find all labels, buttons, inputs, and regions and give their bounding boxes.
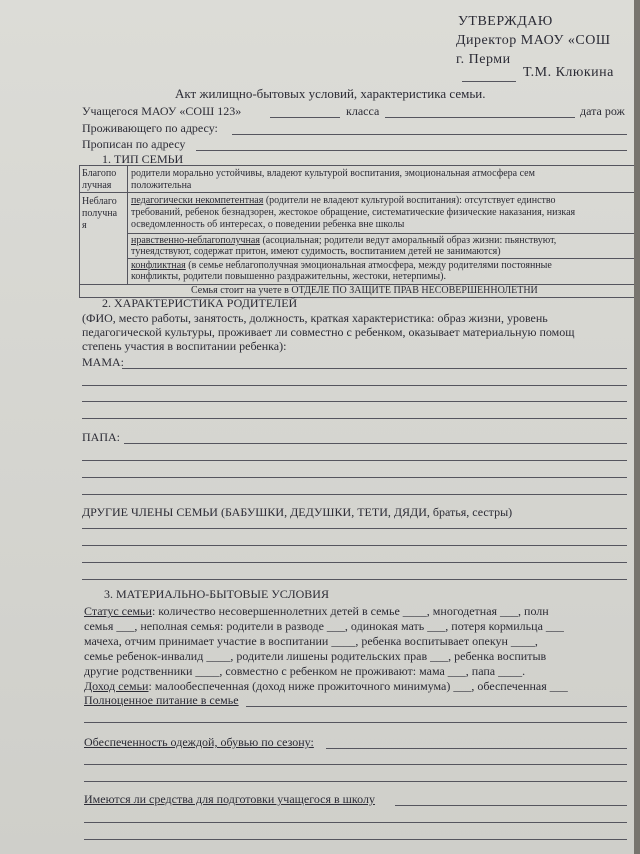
moral-type-line-1	[131, 235, 556, 246]
food-line-2	[84, 722, 627, 723]
unfavorable-label-3: я	[82, 220, 87, 231]
unfavorable-label-2: получна	[82, 208, 118, 219]
approval-line-3: г. Перми	[456, 52, 511, 67]
approval-line-2: Директор МАОУ «СОШ	[456, 33, 611, 48]
favorable-text-1: родители морально устойчивы, владеют культурой воспитания, эмоциональная атмосфера сем	[131, 168, 535, 179]
student-field-label: Учащегося МАОУ «СОШ 123»	[82, 104, 242, 118]
residing-label: Проживающего по адресу:	[82, 121, 218, 135]
parents-desc-2: педагогической культуры, проживает ли совместно с ребенком, оказывает материальную помощ	[82, 325, 575, 339]
signature-line	[462, 81, 516, 82]
status-line-2: семья ___, неполная семья: родители в разводе ___, одинокая мать ___, потеря кормильца ___	[84, 619, 564, 633]
income-line	[84, 679, 568, 694]
mom-line-3	[82, 401, 627, 402]
school-line-1	[395, 805, 627, 806]
school-means-label: Имеются ли средства для подготовки учащегося в школу	[84, 792, 375, 806]
table-sub-divider-1	[127, 233, 634, 234]
pedagogical-type-desc: (родители не владеют культурой воспитания): отсутствует единство	[263, 195, 556, 206]
conflict-type-line-1	[131, 260, 552, 271]
mom-label: МАМА:	[82, 355, 125, 369]
section2-heading: 2. ХАРАКТЕРИСТИКА РОДИТЕЛЕЙ	[102, 296, 298, 310]
mom-line-4	[82, 418, 627, 419]
table-sub-divider-2	[127, 258, 634, 259]
status-line-3: мачеха, отчим принимает участие в воспитании ____, ребенка воспитывает опекун ____,	[84, 634, 538, 648]
section3-heading: 3. МАТЕРИАЛЬНО-БЫТОВЫЕ УСЛОВИЯ	[104, 587, 329, 601]
school-line-3	[84, 839, 627, 840]
section1-heading: 1. ТИП СЕМЬИ	[102, 152, 184, 166]
clothes-line-2	[84, 764, 627, 765]
dad-label: ПАПА:	[82, 430, 120, 444]
birth-date-label: дата рож	[580, 104, 625, 118]
favorable-text-2: положительна	[131, 180, 192, 191]
registered-label: Прописан по адресу	[82, 137, 186, 151]
moral-type-desc: (асоциальная; родители ведут аморальный образ жизни: пьянствуют,	[259, 235, 557, 246]
residing-line	[232, 134, 627, 135]
clothes-line-3	[84, 781, 627, 782]
unfavorable-label-1: Неблаго	[82, 196, 117, 207]
moral-type-line-2: тунеядствуют, содержат притон, имеют судимость, воспитанием детей не занимаются)	[131, 246, 501, 257]
family-status-desc: : количество несовершеннолетних детей в семье ____, многодетная ___, полн	[151, 604, 549, 618]
moral-type-heading: нравственно-неблагополучная	[131, 235, 260, 246]
other-line-3	[82, 562, 627, 563]
class-label: класса	[346, 104, 380, 118]
clothes-label: Обеспеченность одеждой, обувью по сезону:	[84, 735, 314, 749]
school-line-2	[84, 822, 627, 823]
dad-line-4	[82, 494, 627, 495]
other-line-4	[82, 579, 627, 580]
table-left	[79, 165, 80, 297]
favorable-label-2: лучная	[82, 180, 112, 191]
food-line-1	[246, 706, 627, 707]
paper-edge-shadow	[634, 0, 640, 854]
status-line-1	[84, 604, 549, 619]
pedagogical-type-line-1	[131, 195, 556, 206]
conflict-type-desc: (в семье неблагополучная эмоциональная атмосфера, между родителями постоянные	[185, 260, 552, 271]
favorable-label-1: Благопо	[82, 168, 117, 179]
approval-line-1: УТВЕРЖДАЮ	[458, 14, 553, 29]
dad-line-2	[82, 460, 627, 461]
mom-line-2	[82, 385, 627, 386]
status-line-5: другие родственники ____, совместно с ребенком не проживают: мама ___, папа ____.	[84, 664, 526, 678]
table-col-divider	[127, 165, 128, 284]
mom-line-1	[122, 368, 627, 369]
parents-desc-3: степень участия в воспитании ребенка):	[82, 339, 287, 353]
approval-line-4: Т.М. Клюкина	[523, 65, 614, 80]
income-heading: Доход семьи	[84, 679, 149, 693]
food-label: Полноценное питание в семье	[84, 693, 239, 707]
name-line	[385, 117, 575, 118]
other-line-1	[82, 528, 627, 529]
pedagogical-type-line-3: осведомленность об интересах, о поведении ребенка вне школы	[131, 219, 405, 230]
registered-line	[196, 150, 627, 151]
conflict-type-heading: конфликтная	[131, 260, 186, 271]
registration-note: Семья стоит на учете в ОТДЕЛЕ ПО ЗАЩИТЕ ПРАВ НЕСОВЕРШЕННОЛЕТНИ	[191, 285, 538, 296]
income-desc: : малообеспеченная (доход ниже прожиточного минимума) ___, обеспеченная ___	[148, 679, 568, 693]
class-number-line	[270, 117, 340, 118]
pedagogical-type-heading: педагогически некомпетентная	[131, 195, 264, 206]
pedagogical-type-line-2: требований, ребенок безнадзорен, жестокое обращение, систематические физические наказания, низкая	[131, 207, 576, 218]
document-title: Акт жилищно-бытовых условий, характеристика семьи.	[175, 86, 486, 101]
clothes-line-1	[326, 748, 627, 749]
status-line-4: семье ребенок-инвалид ____, родители лишены родительских прав ___, ребенка воспитыв	[84, 649, 547, 663]
dad-line-3	[82, 477, 627, 478]
table-top	[79, 165, 634, 166]
other-members-label: ДРУГИЕ ЧЛЕНЫ СЕМЬИ (БАБУШКИ, ДЕДУШКИ, ТЕТИ, ДЯДИ, братья, сестры)	[82, 505, 513, 519]
parents-desc-1: (ФИО, место работы, занятость, должность, краткая характеристика: образ жизни, уровень	[82, 311, 548, 325]
other-line-2	[82, 545, 627, 546]
dad-line-1	[124, 443, 627, 444]
table-row-divider	[79, 192, 634, 193]
conflict-type-line-2: конфликты, родители повышенно раздражительны, жестоки, нетерпимы).	[131, 271, 446, 282]
family-status-heading: Статус семьи	[84, 604, 152, 618]
